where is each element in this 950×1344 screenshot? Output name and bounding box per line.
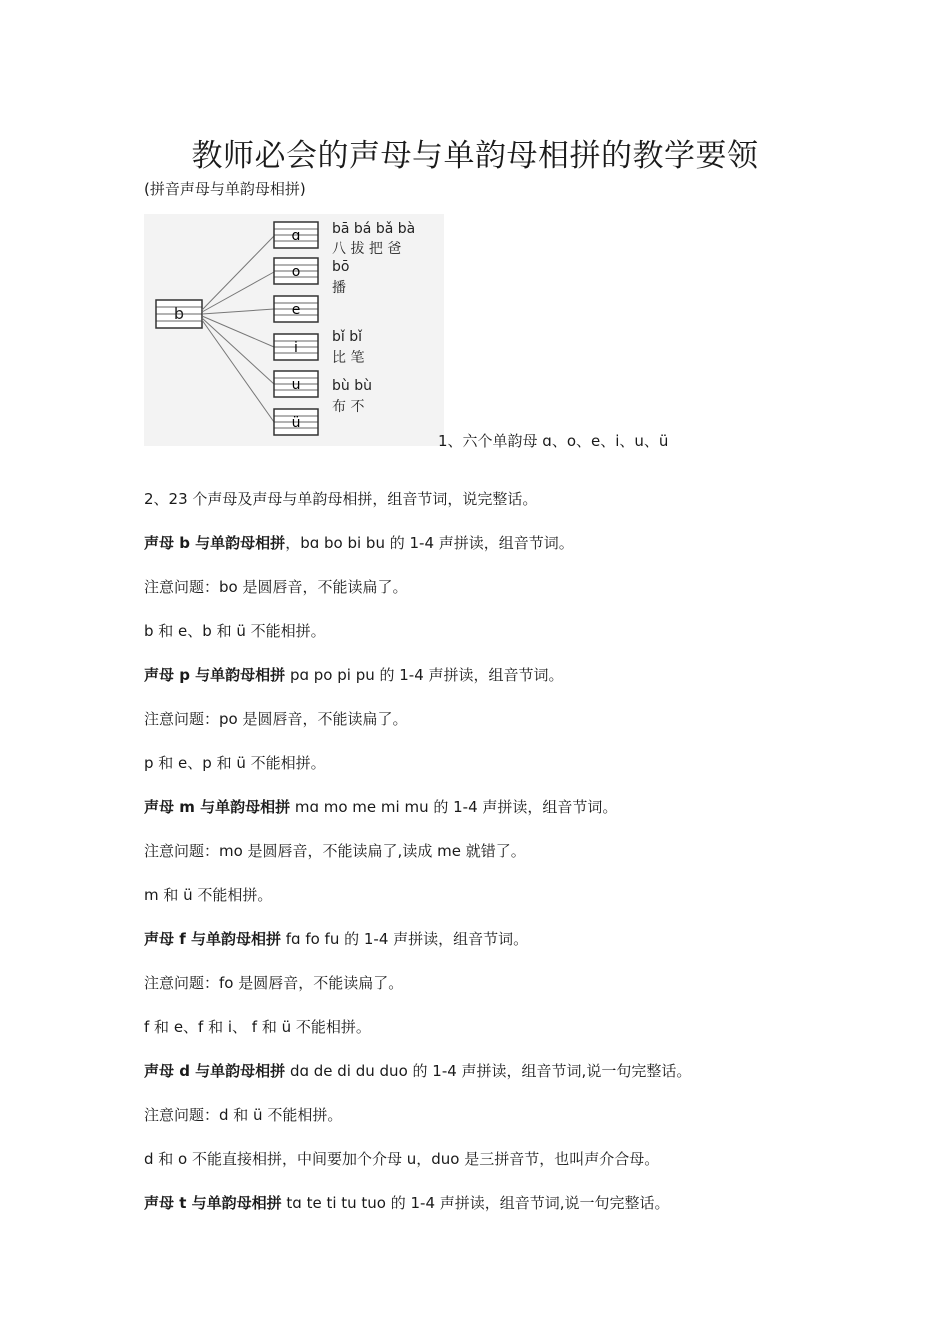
pinyin-label: bā bá bǎ bà: [332, 221, 416, 237]
line-body: m 和 ü 不能相拼。: [144, 886, 273, 904]
line-body: pɑ po pi pu 的 1-4 声拼读，组音节词。: [285, 666, 564, 684]
line-heading: 声母 t 与单韵母相拼: [144, 1194, 282, 1212]
line-body: b 和 e、b 和 ü 不能相拼。: [144, 622, 326, 640]
final-box: [274, 258, 318, 284]
text-line: [144, 1104, 342, 1125]
line-body: 2、23 个声母及声母与单韵母相拼，组音节词，说完整话。: [144, 490, 538, 508]
final-box: [274, 334, 318, 360]
text-line: [144, 1016, 371, 1037]
initial-box: [156, 300, 202, 328]
line-heading: 声母 f 与单韵母相拼: [144, 930, 281, 948]
vowels-caption: 1、六个单韵母 ɑ、o、e、i、u、ü: [438, 432, 669, 450]
line-body: d 和 o 不能直接相拼，中间要加个介母 u，duo 是三拼音节，也叫声介合母。: [144, 1150, 660, 1168]
text-line: [144, 532, 574, 553]
text-line: [144, 928, 528, 949]
final-box: [274, 371, 318, 397]
final-letter: e: [291, 302, 301, 318]
text-line: [144, 840, 526, 861]
final-box: [274, 409, 318, 435]
text-line: [144, 708, 407, 729]
line-body: mɑ mo me mi mu 的 1-4 声拼读，组音节词。: [290, 798, 618, 816]
pinyin-label: bō: [332, 259, 350, 275]
hanzi-label: 布 不: [332, 399, 365, 415]
line-body: 注意问题：po 是圆唇音，不能读扁了。: [144, 710, 408, 728]
text-line: [144, 576, 407, 597]
final-letter: u: [291, 377, 301, 393]
line-body: f 和 e、f 和 i、 f 和 ü 不能相拼。: [144, 1018, 371, 1036]
text-line: [144, 752, 326, 773]
text-line: [144, 1148, 659, 1169]
text-line: [144, 972, 403, 993]
line-heading: 声母 p 与单韵母相拼: [144, 666, 286, 684]
text-line: [144, 884, 272, 905]
final-box: [274, 222, 318, 248]
text-line: [144, 488, 537, 509]
initial-letter: b: [173, 304, 185, 323]
subtitle: (拼音声母与单韵母相拼): [144, 180, 306, 198]
hanzi-label: 八 拔 把 爸: [332, 241, 402, 257]
pinyin-diagram: [144, 214, 444, 446]
final-letter: ü: [291, 415, 301, 431]
pinyin-label: bù bù: [332, 378, 372, 394]
page-title: 教师必会的声母与单韵母相拼的教学要领: [191, 138, 759, 174]
final-letter: ɑ: [291, 228, 301, 244]
hanzi-label: 比 笔: [332, 350, 365, 366]
text-line: [144, 796, 617, 817]
line-body: fɑ fo fu 的 1-4 声拼读，组音节词。: [280, 930, 529, 948]
line-body: 注意问题：bo 是圆唇音，不能读扁了。: [144, 578, 408, 596]
text-line: [144, 1192, 670, 1213]
line-body: p 和 e、p 和 ü 不能相拼。: [144, 754, 326, 772]
line-heading: 声母 m 与单韵母相拼: [144, 798, 291, 816]
line-heading: 声母 d 与单韵母相拼: [144, 1062, 286, 1080]
final-letter: i: [294, 340, 298, 356]
pinyin-label: bǐ bǐ: [332, 329, 363, 345]
text-line: [144, 1060, 691, 1081]
text-line: [144, 664, 564, 685]
line-body: ，bɑ bo bi bu 的 1-4 声拼读，组音节词。: [285, 534, 574, 552]
line-heading: 声母 b 与单韵母相拼: [144, 534, 286, 552]
line-body: 注意问题：mo 是圆唇音，不能读扁了,读成 me 就错了。: [144, 842, 526, 860]
hanzi-label: 播: [332, 280, 346, 296]
line-body: dɑ de di du duo 的 1-4 声拼读，组音节词,说一句完整话。: [285, 1062, 692, 1080]
line-body: 注意问题：fo 是圆唇音，不能读扁了。: [144, 974, 404, 992]
final-letter: o: [291, 264, 301, 280]
text-line: [144, 620, 326, 641]
line-body: 注意问题：d 和 ü 不能相拼。: [144, 1106, 343, 1124]
final-box: [274, 296, 318, 322]
line-body: tɑ te ti tu tuo 的 1-4 声拼读，组音节词,说一句完整话。: [281, 1194, 670, 1212]
